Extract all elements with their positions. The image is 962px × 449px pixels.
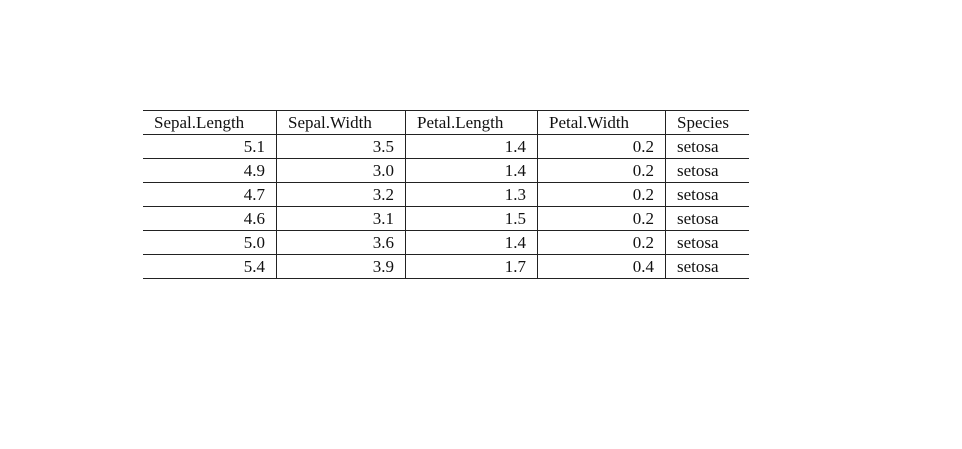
- cell-petal-width: 0.2: [538, 183, 666, 207]
- cell-sepal-width: 3.5: [277, 135, 406, 159]
- cell-petal-length: 1.3: [406, 183, 538, 207]
- cell-petal-width: 0.2: [538, 135, 666, 159]
- cell-sepal-length: 4.9: [143, 159, 277, 183]
- cell-sepal-width: 3.0: [277, 159, 406, 183]
- cell-petal-length: 1.7: [406, 255, 538, 279]
- header-petal-width: Petal.Width: [538, 111, 666, 135]
- cell-petal-width: 0.2: [538, 231, 666, 255]
- cell-species: setosa: [666, 255, 750, 279]
- cell-species: setosa: [666, 159, 750, 183]
- cell-petal-length: 1.4: [406, 135, 538, 159]
- cell-petal-length: 1.4: [406, 231, 538, 255]
- cell-sepal-width: 3.6: [277, 231, 406, 255]
- cell-sepal-length: 4.6: [143, 207, 277, 231]
- header-petal-length: Petal.Length: [406, 111, 538, 135]
- cell-species: setosa: [666, 135, 750, 159]
- table-header: [143, 111, 749, 135]
- data-table-container: [143, 110, 749, 279]
- cell-sepal-length: 4.7: [143, 183, 277, 207]
- table-row: [143, 159, 749, 183]
- header-sepal-length: Sepal.Length: [143, 111, 277, 135]
- cell-sepal-width: 3.9: [277, 255, 406, 279]
- cell-species: setosa: [666, 207, 750, 231]
- cell-sepal-length: 5.1: [143, 135, 277, 159]
- cell-petal-width: 0.2: [538, 159, 666, 183]
- cell-sepal-length: 5.4: [143, 255, 277, 279]
- cell-sepal-width: 3.1: [277, 207, 406, 231]
- header-row: [143, 111, 749, 135]
- iris-table: [143, 110, 749, 279]
- cell-petal-width: 0.2: [538, 207, 666, 231]
- cell-petal-length: 1.5: [406, 207, 538, 231]
- table-body: [143, 135, 749, 279]
- header-species: Species: [666, 111, 750, 135]
- cell-species: setosa: [666, 231, 750, 255]
- cell-petal-width: 0.4: [538, 255, 666, 279]
- table-row: [143, 255, 749, 279]
- cell-sepal-length: 5.0: [143, 231, 277, 255]
- table-row: [143, 207, 749, 231]
- table-row: [143, 183, 749, 207]
- cell-sepal-width: 3.2: [277, 183, 406, 207]
- table-row: [143, 231, 749, 255]
- cell-species: setosa: [666, 183, 750, 207]
- header-sepal-width: Sepal.Width: [277, 111, 406, 135]
- table-row: [143, 135, 749, 159]
- cell-petal-length: 1.4: [406, 159, 538, 183]
